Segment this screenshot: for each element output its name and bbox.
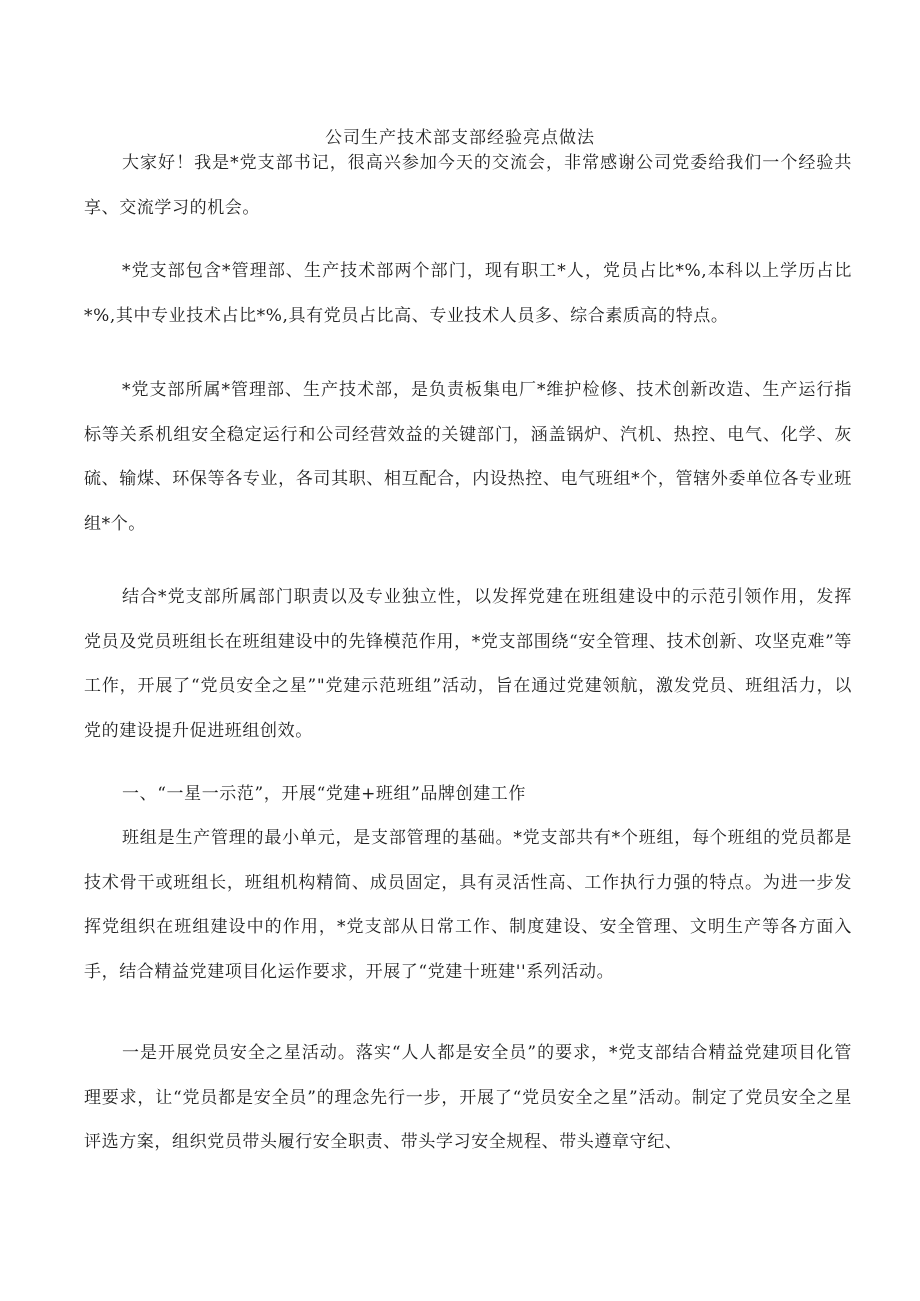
paragraph-team-basics: 班组是生产管理的最小单元，是支部管理的基础。*党支部共有*个班组，每个班组的党员都是技术骨干或班组长，班组机构精简、成员固定，具有灵活性高、工作执行力强的特点。为进一步发挥党组织在班组建设中的作用，*党支部从日常工作、制度建设、安全管理、文明生产等各方面入手，结合精益党建项目化运作要求，开展了“党建十班建''系列活动。 bbox=[84, 828, 852, 982]
paragraph-activity-overview: 结合*党支部所属部门职责以及专业独立性，以发挥党建在班组建设中的示范引领作用，发挥党员及党员班组长在班组建设中的先锋模范作用，*党支部围绕“安全管理、技术创新、攻坚克难”等工作，开展了“党员安全之星”"党建示范班组”活动，旨在通过党建领航，激发党员、班组活力，以党的建设提升促进班组创效。 bbox=[84, 587, 852, 741]
section-heading-one: 一、“一星一示范”，开展“党建+班组”品牌创建工作 bbox=[122, 784, 527, 804]
document-title: 公司生产技术部支部经验亮点做法 bbox=[325, 128, 595, 148]
paragraph-branch-composition: *党支部包含*管理部、生产技术部两个部门，现有职工*人，党员占比*%,本科以上学历占比*%,其中专业技术占比*%,具有党员占比高、专业技术人员多、综合素质高的特点。 bbox=[84, 261, 852, 326]
paragraph-safety-star: 一是开展党员安全之星活动。落实“人人都是安全员”的要求，*党支部结合精益党建项目化管理要求，让“党员都是安全员”的理念先行一步，开展了“党员安全之星”活动。制定了党员安全之星评选方案，组织党员带头履行安全职责、带头学习安全规程、带头遵章守纪、 bbox=[84, 1043, 852, 1152]
paragraph-greeting: 大家好！我是*党支部书记，很高兴参加今天的交流会，非常感谢公司党委给我们一个经验共享、交流学习的机会。 bbox=[84, 153, 852, 218]
paragraph-branch-duties: *党支部所属*管理部、生产技术部，是负责板集电厂*维护检修、技术创新改造、生产运行指标等关系机组安全稳定运行和公司经营效益的关键部门，涵盖锅炉、汽机、热控、电气、化学、灰硫、输煤、环保等各专业，各司其职、相互配合，内设热控、电气班组*个，管辖外委单位各专业班组*个。 bbox=[84, 380, 852, 534]
